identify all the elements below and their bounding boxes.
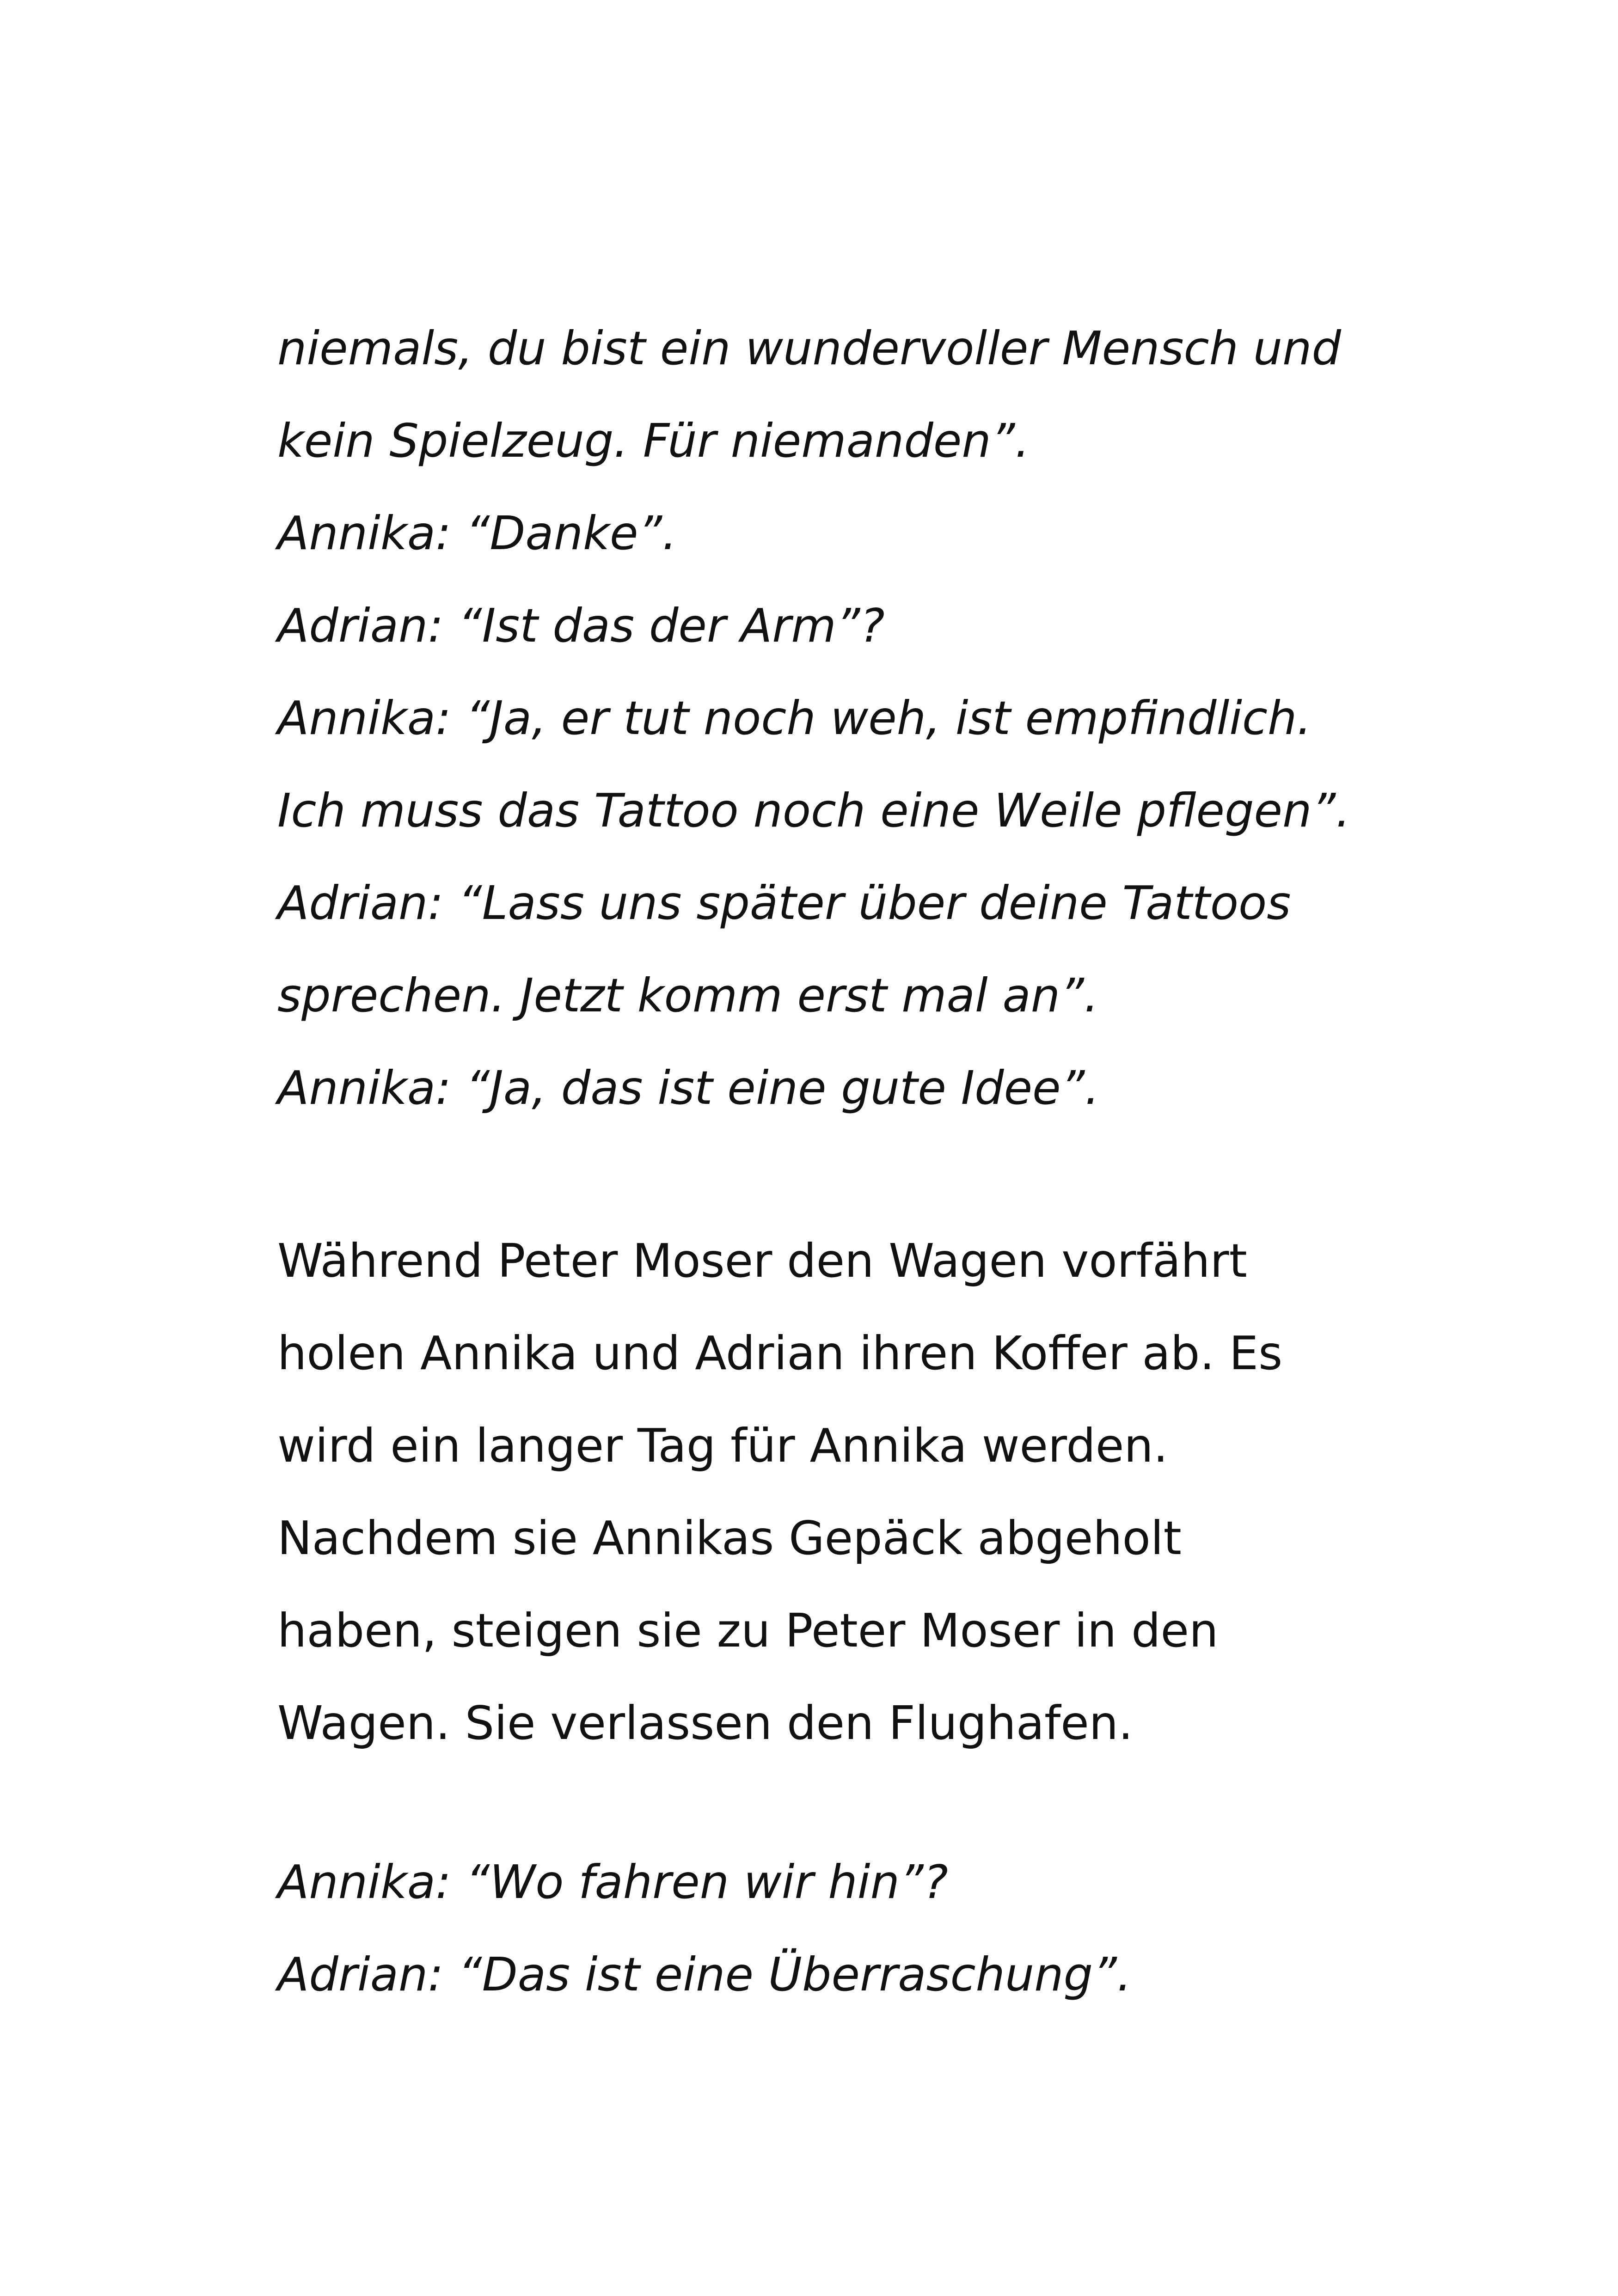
text-line: Wagen. Sie verlassen den Flughafen. (277, 1696, 1133, 1750)
text-line: Während Peter Moser den Wagen vorfährt (277, 1234, 1247, 1288)
text-line: holen Annika und Adrian ihren Koffer ab. Es (277, 1326, 1283, 1380)
text-line: Annika: “Wo fahren wir hin”? (277, 1855, 948, 1909)
text-line: Annika: “Ja, er tut noch weh, ist empfindlich. (277, 691, 1312, 745)
text-line: niemals, du bist ein wundervoller Mensch und (277, 321, 1341, 375)
narrative-paragraph (277, 1215, 1572, 1769)
text-line: Adrian: “Lass uns später über deine Tattoos (277, 876, 1291, 930)
dialogue-block (277, 1836, 1572, 2021)
text-line: Ich muss das Tattoo noch eine Weile pflegen”. (277, 784, 1351, 838)
text-line: Annika: “Danke”. (277, 506, 677, 560)
text-line: kein Spielzeug. Für niemanden”. (277, 414, 1030, 468)
dialogue-block (277, 302, 1572, 1134)
text-line: Adrian: “Das ist eine Überraschung”. (277, 1947, 1132, 2002)
text-line: Annika: “Ja, das ist eine gute Idee”. (277, 1061, 1100, 1115)
text-line: wird ein langer Tag für Annika werden. (277, 1419, 1168, 1473)
text-line: Adrian: “Ist das der Arm”? (277, 599, 885, 653)
text-line: Nachdem sie Annikas Gepäck abgeholt (277, 1511, 1182, 1565)
text-line: sprechen. Jetzt komm erst mal an”. (277, 968, 1099, 1022)
text-line: haben, steigen sie zu Peter Moser in den (277, 1604, 1219, 1658)
